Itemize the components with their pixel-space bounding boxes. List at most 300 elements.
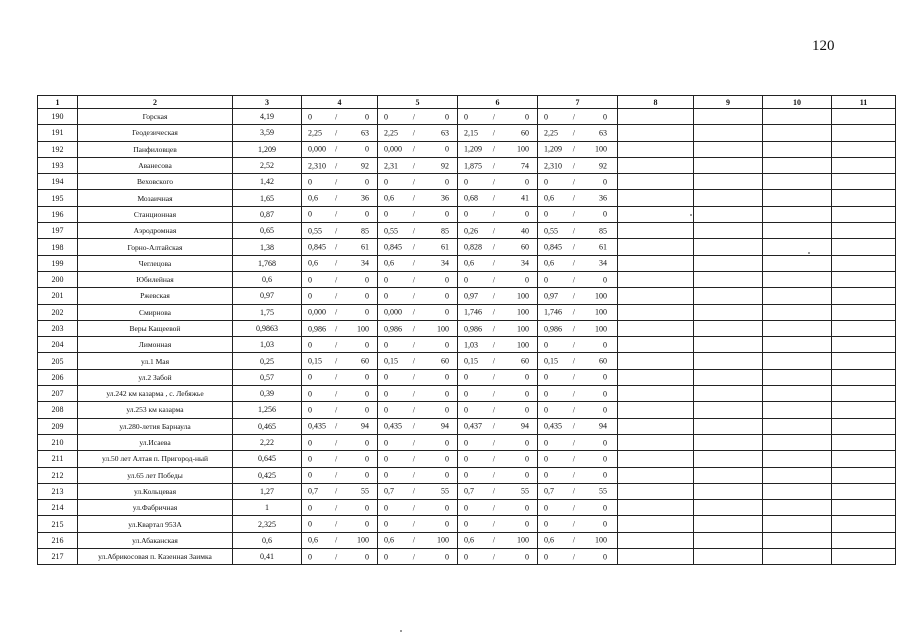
- c6-value-pair: [458, 255, 538, 271]
- c6-length: 0: [464, 372, 468, 382]
- separator-slash: /: [412, 144, 415, 154]
- separator-slash: /: [335, 258, 338, 268]
- total-length: 1,75: [233, 304, 302, 320]
- c7-percent: 0: [603, 503, 607, 513]
- row-number: 205: [38, 353, 78, 369]
- c4-percent: 0: [365, 389, 369, 399]
- empty-cell-col-8: [618, 190, 694, 206]
- empty-cell-col-11: [832, 500, 896, 516]
- separator-slash: /: [412, 486, 415, 496]
- street-name: Аэродромная: [78, 223, 233, 239]
- empty-cell-col-11: [832, 467, 896, 483]
- c7-value-pair: [538, 434, 618, 450]
- row-number: 190: [38, 109, 78, 125]
- empty-cell-col-11: [832, 337, 896, 353]
- separator-slash: /: [412, 242, 415, 252]
- c6-value-pair: [458, 483, 538, 499]
- street-name: ул.Кольцевая: [78, 483, 233, 499]
- c4-percent: 0: [365, 552, 369, 562]
- table-row: [38, 141, 896, 157]
- separator-slash: /: [492, 242, 495, 252]
- c4-value-pair: [302, 320, 378, 336]
- row-number: 202: [38, 304, 78, 320]
- separator-slash: /: [412, 340, 415, 350]
- separator-slash: /: [492, 503, 495, 513]
- c5-value-pair: [378, 206, 458, 222]
- c5-value-pair: [378, 402, 458, 418]
- c5-value-pair: [378, 337, 458, 353]
- c6-percent: 0: [525, 112, 529, 122]
- c5-value-pair: [378, 223, 458, 239]
- empty-cell-col-8: [618, 369, 694, 385]
- c6-length: 1,209: [464, 144, 482, 154]
- c5-value-pair: [378, 467, 458, 483]
- c6-value-pair: [458, 174, 538, 190]
- c5-length: 0: [384, 340, 388, 350]
- empty-cell-col-10: [763, 271, 832, 287]
- empty-cell-col-11: [832, 402, 896, 418]
- separator-slash: /: [492, 552, 495, 562]
- c4-length: 0,845: [308, 242, 326, 252]
- empty-cell-col-11: [832, 125, 896, 141]
- empty-cell-col-11: [832, 418, 896, 434]
- separator-slash: /: [412, 356, 415, 366]
- total-length: 0,645: [233, 451, 302, 467]
- c4-percent: 0: [365, 112, 369, 122]
- c4-value-pair: [302, 451, 378, 467]
- c5-percent: 100: [437, 535, 449, 545]
- street-name: Геодезическая: [78, 125, 233, 141]
- c4-value-pair: [302, 223, 378, 239]
- total-length: 0,65: [233, 223, 302, 239]
- table-row: [38, 239, 896, 255]
- empty-cell-col-9: [694, 369, 763, 385]
- c5-value-pair: [378, 386, 458, 402]
- c4-value-pair: [302, 532, 378, 548]
- total-length: 0,87: [233, 206, 302, 222]
- data-table: [37, 95, 896, 565]
- c6-value-pair: [458, 109, 538, 125]
- separator-slash: /: [335, 503, 338, 513]
- c5-length: 0: [384, 177, 388, 187]
- separator-slash: /: [492, 275, 495, 285]
- c6-length: 0: [464, 209, 468, 219]
- c7-length: 2,25: [544, 128, 558, 138]
- separator-slash: /: [335, 519, 338, 529]
- empty-cell-col-8: [618, 304, 694, 320]
- c5-percent: 0: [445, 438, 449, 448]
- c4-length: 0,000: [308, 307, 326, 317]
- empty-cell-col-11: [832, 239, 896, 255]
- empty-cell-col-8: [618, 386, 694, 402]
- c6-percent: 0: [525, 438, 529, 448]
- empty-cell-col-9: [694, 157, 763, 173]
- c5-length: 0: [384, 291, 388, 301]
- c4-value-pair: [302, 483, 378, 499]
- header-col-7: 7: [538, 96, 618, 109]
- c5-percent: 61: [441, 242, 449, 252]
- c6-percent: 0: [525, 372, 529, 382]
- separator-slash: /: [492, 372, 495, 382]
- total-length: 1,27: [233, 483, 302, 499]
- c7-length: 0,986: [544, 324, 562, 333]
- separator-slash: /: [572, 389, 575, 399]
- c5-length: 0: [384, 552, 388, 562]
- c5-length: 0,845: [384, 242, 402, 252]
- row-number: 206: [38, 369, 78, 385]
- separator-slash: /: [572, 421, 575, 431]
- c7-value-pair: [538, 304, 618, 320]
- table-row: [38, 532, 896, 548]
- separator-slash: /: [335, 242, 338, 252]
- c6-percent: 0: [525, 454, 529, 464]
- c5-percent: 0: [445, 519, 449, 529]
- separator-slash: /: [492, 226, 495, 236]
- c4-length: 0: [308, 470, 312, 480]
- c6-length: 1,746: [464, 307, 482, 317]
- c7-length: 0: [544, 454, 548, 464]
- c7-length: 0: [544, 405, 548, 415]
- c7-length: 0: [544, 470, 548, 480]
- separator-slash: /: [335, 486, 338, 496]
- empty-cell-col-9: [694, 500, 763, 516]
- c5-length: 0: [384, 503, 388, 513]
- c5-value-pair: [378, 157, 458, 173]
- c6-length: 0: [464, 470, 468, 480]
- empty-cell-col-11: [832, 353, 896, 369]
- empty-cell-col-11: [832, 223, 896, 239]
- separator-slash: /: [492, 209, 495, 219]
- separator-slash: /: [572, 405, 575, 415]
- c5-percent: 0: [445, 275, 449, 285]
- c5-value-pair: [378, 500, 458, 516]
- header-col-5: 5: [378, 96, 458, 109]
- c6-value-pair: [458, 271, 538, 287]
- c4-length: 0: [308, 519, 312, 529]
- c6-value-pair: [458, 467, 538, 483]
- row-number: 210: [38, 434, 78, 450]
- separator-slash: /: [572, 356, 575, 366]
- row-number: 196: [38, 206, 78, 222]
- c7-value-pair: [538, 353, 618, 369]
- separator-slash: /: [492, 454, 495, 464]
- c7-percent: 36: [599, 193, 607, 203]
- total-length: 1: [233, 500, 302, 516]
- c6-length: 0,97: [464, 291, 478, 301]
- separator-slash: /: [572, 552, 575, 562]
- c7-value-pair: [538, 206, 618, 222]
- c5-length: 0: [384, 372, 388, 382]
- c4-length: 0,6: [308, 535, 318, 545]
- empty-cell-col-11: [832, 386, 896, 402]
- c7-percent: 0: [603, 470, 607, 480]
- c7-percent: 63: [599, 128, 607, 138]
- c5-percent: 85: [441, 226, 449, 236]
- c4-value-pair: [302, 190, 378, 206]
- c4-percent: 100: [357, 535, 369, 545]
- street-name: ул.Исаева: [78, 434, 233, 450]
- separator-slash: /: [492, 356, 495, 366]
- separator-slash: /: [572, 209, 575, 219]
- empty-cell-col-10: [763, 516, 832, 532]
- c7-length: 0,15: [544, 356, 558, 366]
- table-row: [38, 125, 896, 141]
- c4-value-pair: [302, 109, 378, 125]
- c4-value-pair: [302, 500, 378, 516]
- c6-percent: 60: [521, 242, 529, 252]
- c7-value-pair: [538, 125, 618, 141]
- c7-length: 0: [544, 389, 548, 399]
- c7-percent: 0: [603, 112, 607, 122]
- c7-length: 0,7: [544, 486, 554, 496]
- c4-value-pair: [302, 369, 378, 385]
- c7-value-pair: [538, 402, 618, 418]
- empty-cell-col-8: [618, 402, 694, 418]
- separator-slash: /: [572, 275, 575, 285]
- c7-length: 0,6: [544, 193, 554, 203]
- c7-value-pair: [538, 157, 618, 173]
- empty-cell-col-10: [763, 288, 832, 304]
- c4-percent: 0: [365, 438, 369, 448]
- street-name: Веры Кащеевой: [78, 320, 233, 336]
- separator-slash: /: [412, 389, 415, 399]
- c6-percent: 55: [521, 486, 529, 496]
- empty-cell-col-10: [763, 369, 832, 385]
- c6-percent: 34: [521, 258, 529, 268]
- c5-value-pair: [378, 239, 458, 255]
- c4-length: 0: [308, 275, 312, 285]
- separator-slash: /: [492, 470, 495, 480]
- empty-cell-col-10: [763, 353, 832, 369]
- c6-length: 0,437: [464, 421, 482, 431]
- c6-length: 0: [464, 503, 468, 513]
- separator-slash: /: [492, 161, 495, 171]
- c4-length: 0,15: [308, 356, 322, 366]
- c5-length: 0,7: [384, 486, 394, 496]
- c7-value-pair: [538, 223, 618, 239]
- empty-cell-col-9: [694, 174, 763, 190]
- c7-length: 1,746: [544, 307, 562, 317]
- separator-slash: /: [335, 307, 338, 317]
- header-col-4: 4: [302, 96, 378, 109]
- header-col-9: 9: [694, 96, 763, 109]
- empty-cell-col-11: [832, 271, 896, 287]
- empty-cell-col-9: [694, 141, 763, 157]
- c6-value-pair: [458, 402, 538, 418]
- street-name: ул.65 лет Победы: [78, 467, 233, 483]
- c4-length: 0: [308, 177, 312, 187]
- c7-percent: 0: [603, 340, 607, 350]
- empty-cell-col-11: [832, 320, 896, 336]
- separator-slash: /: [335, 389, 338, 399]
- separator-slash: /: [572, 486, 575, 496]
- street-name: ул.253 км казарма: [78, 402, 233, 418]
- row-number: 207: [38, 386, 78, 402]
- header-col-11: 11: [832, 96, 896, 109]
- total-length: 1,209: [233, 141, 302, 157]
- total-length: 0,39: [233, 386, 302, 402]
- c5-value-pair: [378, 483, 458, 499]
- c5-value-pair: [378, 516, 458, 532]
- empty-cell-col-10: [763, 255, 832, 271]
- c4-length: 2,310: [308, 161, 326, 171]
- c4-value-pair: [302, 402, 378, 418]
- street-name: Юбилейная: [78, 271, 233, 287]
- c7-value-pair: [538, 500, 618, 516]
- c5-value-pair: [378, 190, 458, 206]
- separator-slash: /: [335, 291, 338, 301]
- separator-slash: /: [335, 552, 338, 562]
- c7-percent: 0: [603, 275, 607, 285]
- c4-length: 0,435: [308, 421, 326, 431]
- c4-length: 0,7: [308, 486, 318, 496]
- empty-cell-col-11: [832, 549, 896, 565]
- empty-cell-col-11: [832, 206, 896, 222]
- total-length: 2,52: [233, 157, 302, 173]
- c5-length: 0: [384, 275, 388, 285]
- total-length: 0,41: [233, 549, 302, 565]
- c4-percent: 0: [365, 454, 369, 464]
- c6-length: 0,986: [464, 324, 482, 333]
- row-number: 199: [38, 255, 78, 271]
- separator-slash: /: [412, 535, 415, 545]
- separator-slash: /: [572, 519, 575, 529]
- separator-slash: /: [572, 340, 575, 350]
- empty-cell-col-9: [694, 288, 763, 304]
- empty-cell-col-8: [618, 483, 694, 499]
- empty-cell-col-10: [763, 239, 832, 255]
- c4-value-pair: [302, 141, 378, 157]
- separator-slash: /: [412, 226, 415, 236]
- empty-cell-col-11: [832, 532, 896, 548]
- empty-cell-col-10: [763, 174, 832, 190]
- separator-slash: /: [335, 112, 338, 122]
- empty-cell-col-8: [618, 109, 694, 125]
- c6-percent: 0: [525, 519, 529, 529]
- empty-cell-col-10: [763, 141, 832, 157]
- c5-percent: 60: [441, 356, 449, 366]
- c7-percent: 100: [595, 535, 607, 545]
- c4-value-pair: [302, 353, 378, 369]
- c5-percent: 55: [441, 486, 449, 496]
- c4-length: 0: [308, 340, 312, 350]
- c6-percent: 0: [525, 389, 529, 399]
- c5-percent: 36: [441, 193, 449, 203]
- row-number: 215: [38, 516, 78, 532]
- table-row: [38, 353, 896, 369]
- empty-cell-col-10: [763, 190, 832, 206]
- c5-percent: 0: [445, 470, 449, 480]
- street-name: ул.2 Забой: [78, 369, 233, 385]
- separator-slash: /: [335, 193, 338, 203]
- separator-slash: /: [572, 112, 575, 122]
- separator-slash: /: [335, 470, 338, 480]
- table-row: [38, 109, 896, 125]
- c4-value-pair: [302, 239, 378, 255]
- c5-length: 0,000: [384, 144, 402, 154]
- separator-slash: /: [412, 372, 415, 382]
- empty-cell-col-9: [694, 125, 763, 141]
- street-name: ул.1 Мая: [78, 353, 233, 369]
- c5-percent: 0: [445, 340, 449, 350]
- c5-percent: 0: [445, 112, 449, 122]
- table-row: [38, 434, 896, 450]
- row-number: 213: [38, 483, 78, 499]
- separator-slash: /: [335, 161, 338, 171]
- c4-length: 0: [308, 372, 312, 382]
- c6-value-pair: [458, 369, 538, 385]
- c4-value-pair: [302, 434, 378, 450]
- empty-cell-col-10: [763, 549, 832, 565]
- separator-slash: /: [492, 258, 495, 268]
- street-name: Горская: [78, 109, 233, 125]
- c7-length: 0,845: [544, 242, 562, 252]
- empty-cell-col-9: [694, 353, 763, 369]
- table-row: [38, 337, 896, 353]
- c6-percent: 41: [521, 193, 529, 203]
- c4-percent: 0: [365, 177, 369, 187]
- separator-slash: /: [412, 177, 415, 187]
- c6-length: 0: [464, 389, 468, 399]
- row-number: 203: [38, 320, 78, 336]
- c5-value-pair: [378, 418, 458, 434]
- separator-slash: /: [412, 519, 415, 529]
- empty-cell-col-9: [694, 239, 763, 255]
- c4-value-pair: [302, 386, 378, 402]
- separator-slash: /: [412, 307, 415, 317]
- empty-cell-col-10: [763, 532, 832, 548]
- separator-slash: /: [412, 209, 415, 219]
- c7-length: 2,310: [544, 161, 562, 171]
- c5-length: 0,6: [384, 193, 394, 203]
- c6-length: 0,828: [464, 242, 482, 252]
- empty-cell-col-8: [618, 549, 694, 565]
- table-row: [38, 467, 896, 483]
- c5-percent: 0: [445, 454, 449, 464]
- c6-value-pair: [458, 157, 538, 173]
- c6-length: 0: [464, 177, 468, 187]
- c6-length: 0: [464, 454, 468, 464]
- c5-value-pair: [378, 174, 458, 190]
- c6-value-pair: [458, 141, 538, 157]
- separator-slash: /: [412, 470, 415, 480]
- separator-slash: /: [335, 177, 338, 187]
- empty-cell-col-9: [694, 483, 763, 499]
- empty-cell-col-9: [694, 255, 763, 271]
- c6-length: 2,15: [464, 128, 478, 138]
- total-length: 3,59: [233, 125, 302, 141]
- c5-percent: 34: [441, 258, 449, 268]
- c7-percent: 61: [599, 242, 607, 252]
- empty-cell-col-8: [618, 288, 694, 304]
- c4-length: 0: [308, 389, 312, 399]
- empty-cell-col-10: [763, 418, 832, 434]
- table-row: [38, 255, 896, 271]
- separator-slash: /: [572, 193, 575, 203]
- c7-length: 0: [544, 372, 548, 382]
- c4-length: 0: [308, 503, 312, 513]
- total-length: 1,256: [233, 402, 302, 418]
- empty-cell-col-9: [694, 434, 763, 450]
- empty-cell-col-11: [832, 174, 896, 190]
- empty-cell-col-11: [832, 304, 896, 320]
- separator-slash: /: [412, 324, 415, 333]
- separator-slash: /: [492, 438, 495, 448]
- c4-percent: 92: [361, 161, 369, 171]
- c7-value-pair: [538, 174, 618, 190]
- scan-speck: [808, 252, 810, 254]
- c6-length: 0: [464, 112, 468, 122]
